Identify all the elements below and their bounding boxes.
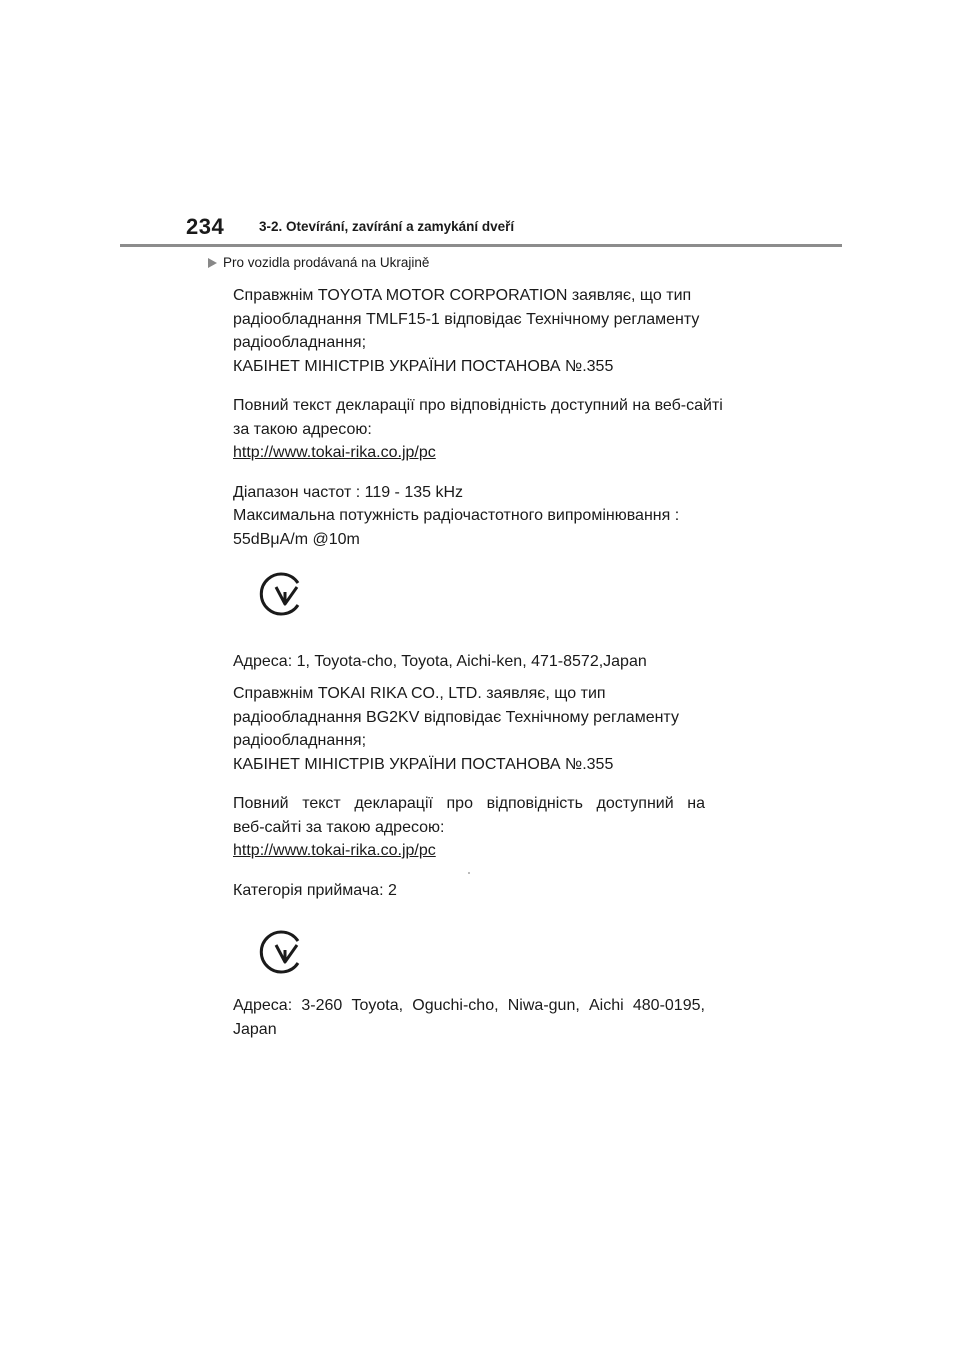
justified-address-line bbox=[233, 994, 705, 1018]
text-line: Максимальна потужність радіочастотного випромінювання : bbox=[233, 507, 680, 524]
word: 3-260 bbox=[301, 997, 343, 1014]
text-line: Діапазон частот : 119 - 135 kHz bbox=[233, 483, 464, 501]
text-line: радіообладнання BG2KV відповідає Технічному регламенту bbox=[233, 708, 679, 726]
declaration-link[interactable]: http://www.tokai-rika.co.jp/pc bbox=[233, 842, 436, 859]
text-line: Повний текст декларації про відповідність доступний на веб-сайті bbox=[233, 397, 723, 414]
stray-dot bbox=[468, 872, 470, 874]
address-block-2 bbox=[233, 994, 733, 1041]
declaration-block-2 bbox=[233, 682, 733, 902]
justified-text-line bbox=[233, 792, 705, 816]
subsection-label: Pro vozidla prodávaná na Ukrajině bbox=[223, 255, 430, 270]
text-line: радіообладнання TMLF15-1 відповідає Технічному регламенту bbox=[233, 310, 700, 328]
word: Повний bbox=[233, 795, 289, 812]
ukrainian-conformity-mark-icon bbox=[257, 570, 305, 618]
text-line: радіообладнання; bbox=[233, 732, 367, 749]
subsection-heading bbox=[208, 255, 429, 270]
word: на bbox=[687, 795, 705, 812]
receiver-category: Категорія приймача: 2 bbox=[233, 881, 397, 899]
text-line: Справжнім TOKAI RIKA CO., LTD. заявляє, що тип bbox=[233, 685, 606, 702]
address-line: Адреса: 1, Toyota-cho, Toyota, Aichi-ken, 471-8572,Japan bbox=[233, 653, 647, 670]
word: Niwa-gun, bbox=[507, 997, 580, 1014]
word: Aichi bbox=[588, 997, 624, 1014]
text-line: КАБІНЕТ МІНІСТРІВ УКРАЇНИ ПОСТАНОВА №.355 bbox=[233, 357, 614, 375]
address-line: Japan bbox=[233, 1020, 277, 1038]
text-line: Справжнім TOYOTA MOTOR CORPORATION заявляє, що тип bbox=[233, 287, 692, 304]
word: про bbox=[446, 795, 473, 812]
address-block-1 bbox=[233, 650, 733, 674]
text-line: 55dBμA/m @10m bbox=[233, 530, 360, 548]
text-line: веб-сайті за такою адресою: bbox=[233, 818, 445, 836]
word: Toyota, bbox=[351, 997, 404, 1014]
triangle-bullet-icon bbox=[208, 258, 217, 268]
ukrainian-conformity-mark-icon bbox=[257, 928, 305, 976]
section-title: 3-2. Otevírání, zavírání a zamykání dveří bbox=[259, 219, 515, 234]
word: Oguchi-cho, bbox=[412, 997, 499, 1014]
text-line: КАБІНЕТ МІНІСТРІВ УКРАЇНИ ПОСТАНОВА №.355 bbox=[233, 755, 614, 773]
page-number: 234 bbox=[186, 214, 225, 239]
declaration-link[interactable]: http://www.tokai-rika.co.jp/pc bbox=[233, 444, 436, 461]
header-divider bbox=[120, 244, 842, 247]
word: доступний bbox=[596, 795, 674, 812]
declaration-block-1 bbox=[233, 284, 733, 551]
text-line: за такою адресою: bbox=[233, 420, 372, 438]
word: 480-0195, bbox=[632, 997, 705, 1014]
text-line: радіообладнання; bbox=[233, 334, 367, 351]
word: Адреса: bbox=[233, 997, 293, 1014]
word: відповідність bbox=[486, 795, 583, 812]
word: декларації bbox=[354, 795, 433, 812]
word: текст bbox=[302, 795, 341, 812]
